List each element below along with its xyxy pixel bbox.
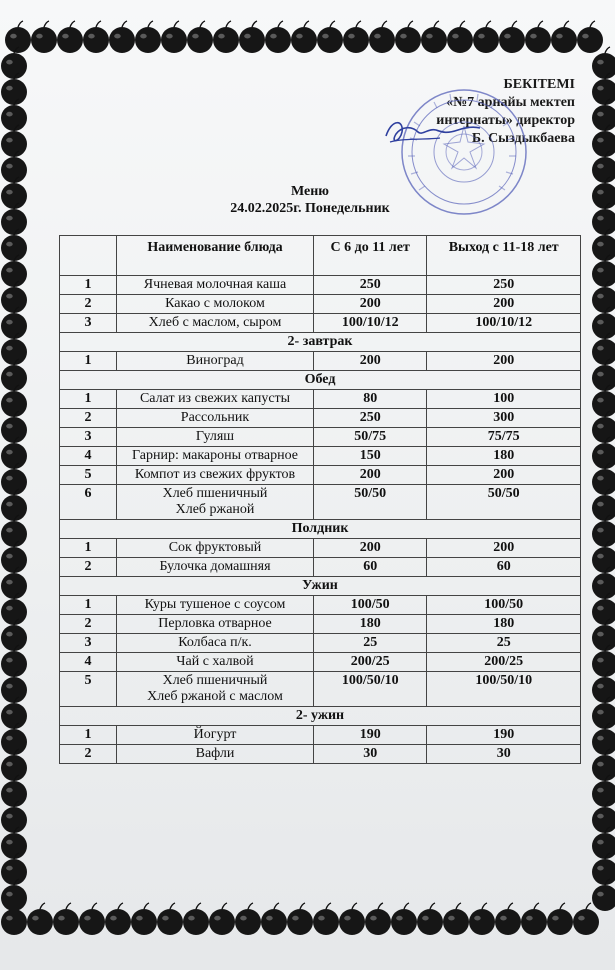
portion-11-18: 100/10/12	[427, 314, 581, 333]
portion-11-18: 100	[427, 390, 581, 409]
header-num	[60, 236, 117, 276]
portion-6-11: 100/50/10	[314, 672, 427, 707]
row-number: 3	[60, 634, 117, 653]
row-number: 5	[60, 672, 117, 707]
table-row	[60, 558, 581, 577]
apple-icon	[469, 903, 495, 935]
dish-line: Рассольник	[180, 410, 250, 425]
apple-icon	[317, 21, 343, 53]
portion-6-11: 150	[314, 447, 427, 466]
dish-name	[117, 615, 314, 634]
table-row	[60, 485, 581, 520]
apple-icon	[105, 903, 131, 935]
apple-icon	[83, 21, 109, 53]
approval-line-4: Б. Сыздыкбаева	[471, 131, 575, 146]
apple-icon	[577, 21, 603, 53]
menu-table	[59, 235, 581, 764]
section-title: Ужин	[60, 577, 581, 596]
apple-icon	[1, 567, 27, 599]
section-title: Полдник	[60, 520, 581, 539]
apple-icon	[131, 903, 157, 935]
dish-line: Ячневая молочная каша	[143, 277, 287, 292]
apple-icon	[265, 21, 291, 53]
portion-11-18: 180	[427, 615, 581, 634]
apple-icon	[291, 21, 317, 53]
approval-line-3: интернаты» директор	[436, 113, 575, 128]
apple-icon	[1, 697, 27, 729]
table-row	[60, 634, 581, 653]
row-number: 4	[60, 653, 117, 672]
dish-line: Хлеб с маслом, сыром	[148, 315, 282, 330]
apple-icon	[495, 903, 521, 935]
portion-6-11: 250	[314, 276, 427, 295]
section-title: Обед	[60, 371, 581, 390]
apple-icon	[1, 125, 27, 157]
dish-line: Виноград	[186, 353, 244, 368]
apple-icon	[525, 21, 551, 53]
portion-11-18: 25	[427, 634, 581, 653]
row-number: 1	[60, 390, 117, 409]
dish-name	[117, 428, 314, 447]
row-number: 3	[60, 314, 117, 333]
portion-6-11: 180	[314, 615, 427, 634]
dish-name	[117, 558, 314, 577]
apple-icon	[79, 903, 105, 935]
portion-6-11: 190	[314, 726, 427, 745]
dish-line: Хлеб пшеничный	[162, 673, 268, 688]
apple-icon	[521, 903, 547, 935]
dish-line: Сок фруктовый	[168, 540, 262, 555]
header-age-11-18: Выход с 11-18 лет	[427, 236, 581, 276]
apple-icon	[31, 21, 57, 53]
apple-icon	[1, 203, 27, 235]
dish-line: Булочка домашняя	[159, 559, 271, 574]
portion-11-18: 100/50/10	[427, 672, 581, 707]
apple-icon	[1, 73, 27, 105]
row-number: 2	[60, 409, 117, 428]
portion-11-18: 30	[427, 745, 581, 764]
apple-icon	[235, 903, 261, 935]
portion-11-18: 200	[427, 466, 581, 485]
portion-6-11: 200	[314, 295, 427, 314]
apple-icon	[1, 333, 27, 365]
portion-11-18: 300	[427, 409, 581, 428]
apple-icon	[161, 21, 187, 53]
apple-icon	[343, 21, 369, 53]
table-row	[60, 615, 581, 634]
dish-line: Перловка отварное	[158, 616, 272, 631]
apple-icon	[261, 903, 287, 935]
portion-11-18: 200	[427, 295, 581, 314]
apple-icon	[1, 827, 27, 859]
table-row	[60, 539, 581, 558]
row-number: 1	[60, 539, 117, 558]
apple-icon	[157, 903, 183, 935]
portion-11-18: 200/25	[427, 653, 581, 672]
portion-6-11: 100/50	[314, 596, 427, 615]
table-row	[60, 596, 581, 615]
apple-icon	[551, 21, 577, 53]
table-row	[60, 466, 581, 485]
apple-icon	[547, 903, 573, 935]
apple-icon	[135, 21, 161, 53]
apple-icon	[1, 151, 27, 183]
apple-icon	[369, 21, 395, 53]
row-number: 2	[60, 558, 117, 577]
apple-icon	[1, 229, 27, 261]
dish-name	[117, 352, 314, 371]
apple-icon	[1, 853, 27, 885]
dish-line: Колбаса п/к.	[178, 635, 252, 650]
dish-line: Чай с халвой	[176, 654, 254, 669]
portion-6-11: 200	[314, 539, 427, 558]
portion-11-18: 250	[427, 276, 581, 295]
dish-name	[117, 276, 314, 295]
portion-6-11: 50/50	[314, 485, 427, 520]
apple-icon	[1, 723, 27, 755]
portion-11-18: 180	[427, 447, 581, 466]
apple-icon	[1, 619, 27, 651]
dish-name	[117, 596, 314, 615]
apple-icon	[313, 903, 339, 935]
apple-icon	[287, 903, 313, 935]
section-row	[60, 333, 581, 352]
document-title: Меню	[290, 184, 329, 199]
table-row	[60, 314, 581, 333]
portion-11-18: 60	[427, 558, 581, 577]
row-number: 1	[60, 352, 117, 371]
apple-icon	[1, 385, 27, 417]
apple-icon	[1, 541, 27, 573]
dish-name	[117, 314, 314, 333]
portion-6-11: 60	[314, 558, 427, 577]
apple-icon	[1, 593, 27, 625]
portion-6-11: 200/25	[314, 653, 427, 672]
apple-icon	[447, 21, 473, 53]
apple-icon	[213, 21, 239, 53]
portion-6-11: 100/10/12	[314, 314, 427, 333]
apple-icon	[395, 21, 421, 53]
apple-icon	[27, 903, 53, 935]
header-dish: Наименование блюда	[117, 236, 314, 276]
apple-icon	[339, 903, 365, 935]
dish-name	[117, 447, 314, 466]
section-title: 2- завтрак	[60, 333, 581, 352]
table-row	[60, 295, 581, 314]
apple-icon	[573, 903, 599, 935]
apple-icon	[1, 177, 27, 209]
portion-6-11: 250	[314, 409, 427, 428]
apple-icon	[183, 903, 209, 935]
row-number: 2	[60, 295, 117, 314]
portion-11-18: 200	[427, 352, 581, 371]
row-number: 1	[60, 596, 117, 615]
apple-icon	[417, 903, 443, 935]
section-row	[60, 520, 581, 539]
header-age-6-11: С 6 до 11 лет	[314, 236, 427, 276]
table-row	[60, 672, 581, 707]
dish-name	[117, 295, 314, 314]
apple-icon	[1, 879, 27, 911]
apple-icon	[1, 749, 27, 781]
apple-icon	[1, 255, 27, 287]
table-row	[60, 428, 581, 447]
section-row	[60, 707, 581, 726]
apple-icon	[109, 21, 135, 53]
dish-line: Гарнир: макароны отварное	[132, 448, 298, 463]
portion-6-11: 200	[314, 352, 427, 371]
portion-6-11: 50/75	[314, 428, 427, 447]
portion-6-11: 200	[314, 466, 427, 485]
dish-name	[117, 409, 314, 428]
apple-icon	[57, 21, 83, 53]
dish-line: Хлеб пшеничный	[162, 486, 268, 501]
row-number: 2	[60, 615, 117, 634]
apple-icon	[1, 359, 27, 391]
row-number: 2	[60, 745, 117, 764]
dish-line: Вафли	[195, 746, 235, 761]
apple-icon	[1, 489, 27, 521]
apple-icon	[1, 437, 27, 469]
row-number: 1	[60, 276, 117, 295]
dish-name	[117, 745, 314, 764]
row-number: 6	[60, 485, 117, 520]
dish-name	[117, 653, 314, 672]
apple-icon	[1, 281, 27, 313]
dish-line: Хлеб ржаной с маслом	[147, 689, 283, 704]
dish-line: Хлеб ржаной	[175, 502, 255, 517]
apple-icon	[1, 515, 27, 547]
row-number: 1	[60, 726, 117, 745]
apple-icon	[1, 671, 27, 703]
table-header-row	[60, 236, 581, 276]
dish-line: Компот из свежих фруктов	[134, 467, 296, 482]
section-row	[60, 371, 581, 390]
menu-table-body	[60, 276, 581, 764]
table-row	[60, 352, 581, 371]
apple-icon	[443, 903, 469, 935]
apple-icon	[1, 801, 27, 833]
dish-line: Салат из свежих капусты	[139, 391, 291, 406]
dish-line: Какао с молоком	[165, 296, 265, 311]
apple-icon	[473, 21, 499, 53]
portion-11-18: 200	[427, 539, 581, 558]
dish-line: Йогурт	[193, 727, 237, 742]
dish-name	[117, 726, 314, 745]
table-row	[60, 447, 581, 466]
table-row	[60, 390, 581, 409]
portion-6-11: 30	[314, 745, 427, 764]
apple-icon	[1, 99, 27, 131]
portion-6-11: 25	[314, 634, 427, 653]
dish-name	[117, 634, 314, 653]
dish-name	[117, 485, 314, 520]
portion-11-18: 75/75	[427, 428, 581, 447]
approval-line-1: БЕКІТЕМІ	[503, 77, 575, 92]
dish-name	[117, 539, 314, 558]
apple-icon	[1, 775, 27, 807]
table-row	[60, 276, 581, 295]
portion-11-18: 100/50	[427, 596, 581, 615]
dish-name	[117, 672, 314, 707]
apple-icon	[1, 463, 27, 495]
dish-line: Гуляш	[195, 429, 235, 444]
row-number: 4	[60, 447, 117, 466]
row-number: 5	[60, 466, 117, 485]
apple-icon	[499, 21, 525, 53]
apple-icon	[209, 903, 235, 935]
row-number: 3	[60, 428, 117, 447]
apple-icon	[365, 903, 391, 935]
approval-line-2: «№7 арнайы мектеп	[446, 95, 575, 110]
dish-name	[117, 466, 314, 485]
document-date: 24.02.2025г. Понедельник	[230, 201, 390, 216]
section-row	[60, 577, 581, 596]
table-row	[60, 745, 581, 764]
table-row	[60, 409, 581, 428]
portion-11-18: 190	[427, 726, 581, 745]
portion-6-11: 80	[314, 390, 427, 409]
apple-icon	[421, 21, 447, 53]
apple-icon	[239, 21, 265, 53]
apple-icon	[1, 411, 27, 443]
apple-icon	[53, 903, 79, 935]
dish-line: Куры тушеное с соусом	[144, 597, 286, 612]
apple-icon	[391, 903, 417, 935]
apple-icon	[1, 645, 27, 677]
portion-11-18: 50/50	[427, 485, 581, 520]
apple-icon	[187, 21, 213, 53]
table-row	[60, 726, 581, 745]
apple-icon	[1, 307, 27, 339]
section-title: 2- ужин	[60, 707, 581, 726]
table-row	[60, 653, 581, 672]
dish-name	[117, 390, 314, 409]
